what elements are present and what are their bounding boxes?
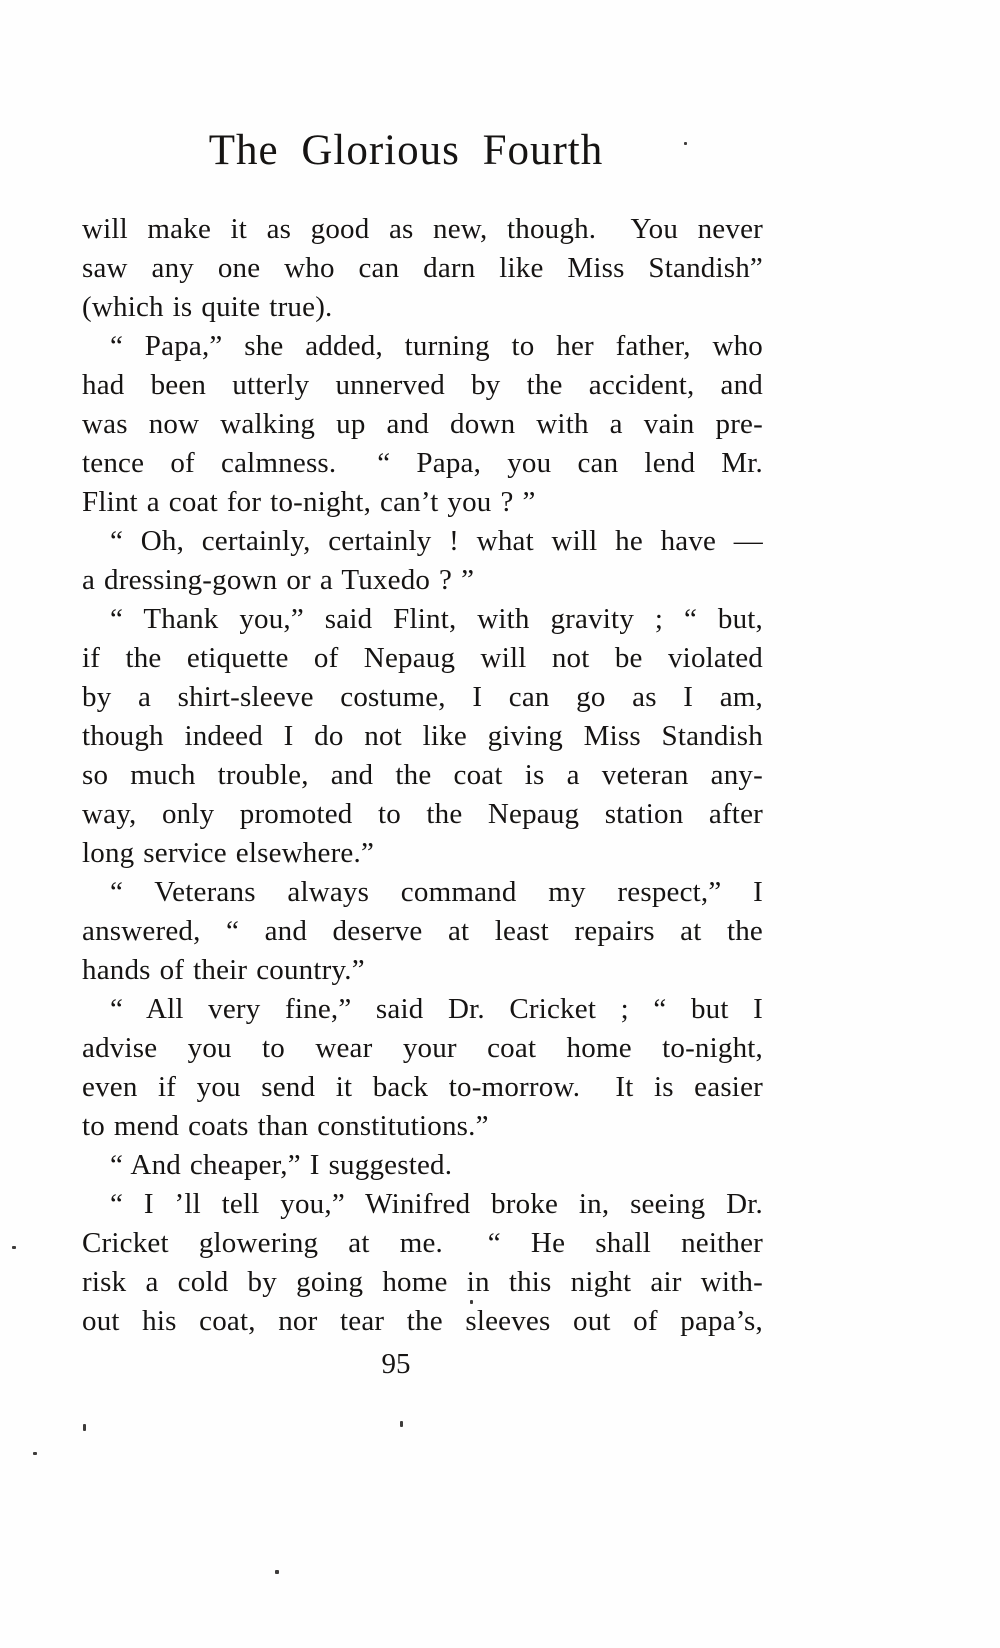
scan-speck [83, 1424, 86, 1431]
page-title: The Glorious Fourth [208, 127, 604, 174]
paragraph [82, 873, 763, 990]
text-line: Flint a coat for to-night, can’t you ? ” [82, 486, 536, 518]
paragraph [82, 327, 763, 522]
text-line: hands of their country.” [82, 954, 365, 986]
scan-speck [275, 1570, 279, 1574]
text-line: “ I ’ll tell you,” Winifred broke in, seeing Dr. [110, 1188, 763, 1220]
text-line: way, only promoted to the Nepaug station after [82, 798, 763, 830]
text-line: “ Oh, certainly, certainly ! what will he have — [110, 525, 763, 557]
scan-speck [12, 1246, 16, 1249]
page-number: 95 [381, 1348, 411, 1380]
text-line: “ Thank you,” said Flint, with gravity ; “ but, [110, 603, 763, 635]
text-line: if the etiquette of Nepaug will not be violated [82, 642, 763, 674]
text-line: even if you send it back to-morrow. It is easier [82, 1071, 763, 1103]
text-line: long service elsewhere.” [82, 837, 375, 869]
text-line: answered, “ and deserve at least repairs at the [82, 915, 763, 947]
text-line: (which is quite true). [82, 291, 333, 323]
text-line: tence of calmness. “ Papa, you can lend Mr. [82, 447, 763, 479]
text-line: will make it as good as new, though. You never [82, 213, 763, 245]
text-line: so much trouble, and the coat is a veteran any- [82, 759, 763, 791]
text-line: saw any one who can darn like Miss Standish” [82, 252, 763, 284]
text-line: to mend coats than constitutions.” [82, 1110, 489, 1142]
text-line: “ Veterans always command my respect,” I [110, 876, 763, 908]
paragraph [82, 522, 763, 600]
body-text [82, 210, 763, 1341]
text-line: “ All very fine,” said Dr. Cricket ; “ but I [110, 993, 763, 1025]
text-line: though indeed I do not like giving Miss Standish [82, 720, 763, 752]
scan-speck [684, 142, 687, 145]
text-line: Cricket glowering at me. “ He shall neither [82, 1227, 763, 1259]
paragraph [82, 990, 763, 1146]
paragraph [82, 1185, 763, 1341]
text-line: “ And cheaper,” I suggested. [110, 1149, 453, 1181]
paragraph [82, 1146, 763, 1185]
text-line: “ Papa,” she added, turning to her father, who [110, 330, 763, 362]
text-line: a dressing-gown or a Tuxedo ? ” [82, 564, 475, 596]
text-line: advise you to wear your coat home to-night, [82, 1032, 763, 1064]
scan-speck [33, 1452, 37, 1455]
text-line: had been utterly unnerved by the accident, and [82, 369, 763, 401]
scan-speck [470, 1300, 473, 1304]
paragraph [82, 210, 763, 327]
text-line: out his coat, nor tear the sleeves out of papa’s, [82, 1305, 763, 1337]
text-line: by a shirt-sleeve costume, I can go as I am, [82, 681, 763, 713]
paragraph [82, 600, 763, 873]
text-line: risk a cold by going home in this night air with- [82, 1266, 763, 1298]
text-line: was now walking up and down with a vain pre- [82, 408, 763, 440]
scan-speck [400, 1421, 403, 1427]
